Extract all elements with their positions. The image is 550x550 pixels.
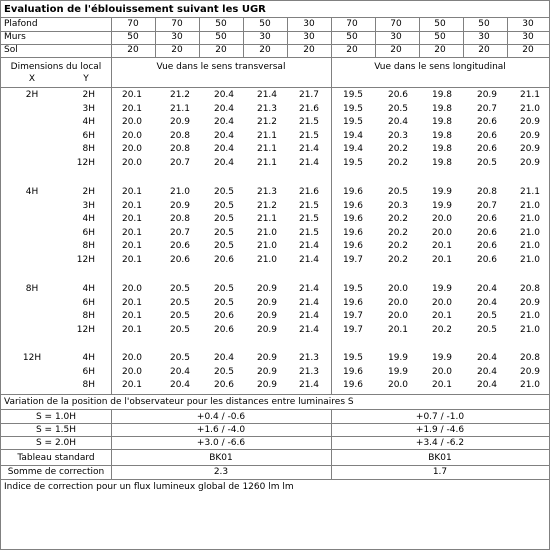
ugr-value-longitudinal: 19.6 [342,227,364,238]
ugr-value-transversal: 20.4 [213,103,235,114]
grid-vline [375,17,376,58]
ugr-value-transversal: 20.9 [256,366,278,377]
variation-transversal-value: +0.4 / -0.6 [196,412,246,422]
ugr-value-transversal: 21.4 [298,158,320,168]
ugr-value-longitudinal: 20.6 [476,241,498,252]
ugr-value-transversal: 20.1 [121,297,143,308]
ugr-value-transversal: 20.6 [213,311,235,322]
longitudinal-header: Vue dans le sens longitudinal [374,62,506,72]
ugr-value-longitudinal: 20.3 [387,200,409,211]
ugr-value-transversal: 20.0 [121,130,143,141]
ugr-value-transversal: 20.5 [169,353,191,363]
grid-hline [1,479,549,480]
ugr-value-transversal: 20.4 [213,353,235,363]
ugr-value-transversal: 21.6 [298,103,320,114]
ugr-value-transversal: 20.0 [121,117,143,128]
ugr-value-longitudinal: 20.6 [476,255,498,265]
ugr-value-longitudinal: 20.0 [431,297,453,308]
ugr-value-transversal: 20.1 [121,103,143,114]
ugr-value-longitudinal: 20.5 [387,103,409,114]
ugr-value-transversal: 20.5 [213,297,235,308]
ugr-value-transversal: 21.4 [298,284,320,294]
ugr-value-longitudinal: 20.8 [476,187,498,197]
page-title: Evaluation de l'éblouissement suivant les UGR [4,4,266,15]
grid-hline [1,394,549,395]
reflectance-label-murs: Murs [4,32,26,42]
ugr-value-longitudinal: 20.5 [476,311,498,322]
row-y-label: 2H [82,187,95,197]
ugr-value-longitudinal: 20.2 [387,227,409,238]
reflectance-label-sol: Sol [4,45,18,55]
ugr-value-transversal: 21.6 [298,187,320,197]
ugr-value-longitudinal: 20.3 [387,130,409,141]
transversal-header: Vue dans le sens transversal [156,62,286,72]
x-axis-label: X [28,74,36,84]
footer-note: Indice de correction pour un flux lumineux global de 1260 lm lm [4,482,294,492]
ugr-value-transversal: 21.0 [256,255,278,265]
ugr-value-transversal: 21.1 [256,214,278,225]
grid-vline [287,17,288,58]
ugr-value-longitudinal: 19.5 [342,158,364,168]
grid-hline [1,57,549,58]
ugr-value-longitudinal: 20.0 [387,311,409,322]
ugr-value-longitudinal: 19.6 [342,366,364,377]
dimensions-label: Dimensions du local [10,62,102,72]
ugr-value-transversal: 20.0 [121,158,143,168]
correction-longitudinal: 1.7 [432,467,448,477]
row-y-label: 8H [82,380,95,391]
row-y-label: 12H [76,158,95,168]
ugr-value-longitudinal: 19.8 [431,103,453,114]
ugr-value-transversal: 21.2 [169,90,191,100]
grid-vline [199,17,200,58]
standard-longitudinal: BK01 [428,453,452,463]
ugr-value-longitudinal: 19.4 [342,144,364,155]
ugr-value-transversal: 20.5 [169,297,191,308]
grid-vline [463,17,464,58]
ugr-value-transversal: 20.6 [213,255,235,265]
ugr-value-longitudinal: 20.9 [519,366,541,377]
ugr-value-longitudinal: 20.1 [431,311,453,322]
ugr-value-longitudinal: 20.1 [387,324,409,335]
ugr-value-transversal: 20.8 [169,214,191,225]
ugr-value-longitudinal: 20.1 [431,255,453,265]
standard-transversal: BK01 [209,453,233,463]
ugr-value-transversal: 20.4 [169,366,191,377]
ugr-value-longitudinal: 19.6 [342,200,364,211]
row-y-label: 4H [82,117,95,128]
ugr-value-transversal: 20.1 [121,187,143,197]
ugr-value-longitudinal: 19.5 [342,353,364,363]
reflectance-value: 20 [346,45,358,55]
ugr-value-transversal: 21.0 [169,187,191,197]
ugr-value-longitudinal: 19.4 [342,130,364,141]
group-x-label: 8H [25,284,39,294]
ugr-value-transversal: 21.1 [256,144,278,155]
ugr-value-longitudinal: 20.2 [387,241,409,252]
reflectance-value: 30 [390,32,402,42]
ugr-value-longitudinal: 20.5 [476,158,498,168]
reflectance-value: 30 [478,32,490,42]
reflectance-value: 70 [390,19,402,29]
ugr-value-longitudinal: 21.0 [519,380,541,391]
ugr-value-longitudinal: 21.0 [519,214,541,225]
ugr-value-longitudinal: 19.6 [342,241,364,252]
reflectance-value: 50 [478,19,490,29]
ugr-value-transversal: 20.4 [213,117,235,128]
variation-longitudinal-value: +0.7 / -1.0 [415,412,465,422]
ugr-value-transversal: 20.7 [169,158,191,168]
row-y-label: 12H [76,255,95,265]
ugr-value-transversal: 20.0 [121,366,143,377]
grid-vline [331,58,332,394]
ugr-value-transversal: 20.5 [213,214,235,225]
ugr-value-transversal: 21.4 [298,241,320,252]
ugr-value-longitudinal: 20.2 [387,158,409,168]
ugr-value-longitudinal: 20.0 [431,227,453,238]
ugr-value-transversal: 20.1 [121,200,143,211]
ugr-value-transversal: 20.6 [169,241,191,252]
ugr-value-transversal: 20.0 [121,144,143,155]
ugr-value-longitudinal: 19.5 [342,90,364,100]
ugr-value-longitudinal: 20.0 [431,214,453,225]
ugr-value-transversal: 21.5 [298,227,320,238]
group-x-label: 12H [22,353,42,363]
ugr-value-transversal: 20.5 [213,241,235,252]
grid-hline [1,87,549,88]
ugr-value-longitudinal: 20.5 [476,324,498,335]
ugr-value-longitudinal: 20.6 [476,144,498,155]
grid-vline [331,17,332,58]
row-y-label: 4H [82,353,95,363]
ugr-value-transversal: 21.4 [298,297,320,308]
variation-spacing-label: S = 1.5H [35,425,77,435]
ugr-value-transversal: 20.4 [213,158,235,168]
variation-spacing-label: S = 2.0H [35,438,77,448]
reflectance-value: 50 [434,32,446,42]
reflectance-value: 30 [522,19,534,29]
grid-vline [155,17,156,58]
ugr-value-transversal: 21.3 [298,353,320,363]
grid-hline [1,409,549,410]
ugr-value-transversal: 20.5 [213,284,235,294]
ugr-value-transversal: 20.6 [213,380,235,391]
reflectance-value: 20 [434,45,446,55]
reflectance-value: 30 [303,32,315,42]
ugr-value-longitudinal: 19.6 [342,214,364,225]
ugr-value-longitudinal: 19.7 [342,311,364,322]
row-y-label: 2H [82,90,95,100]
ugr-value-longitudinal: 20.9 [519,144,541,155]
ugr-value-longitudinal: 20.1 [431,241,453,252]
ugr-value-longitudinal: 20.4 [476,380,498,391]
ugr-value-transversal: 20.9 [256,284,278,294]
ugr-value-transversal: 21.3 [256,103,278,114]
ugr-value-longitudinal: 20.8 [519,284,541,294]
ugr-value-transversal: 20.7 [169,227,191,238]
ugr-value-longitudinal: 21.0 [519,103,541,114]
ugr-value-transversal: 20.5 [169,284,191,294]
reflectance-value: 20 [522,45,534,55]
ugr-value-transversal: 20.1 [121,214,143,225]
ugr-value-longitudinal: 19.7 [342,255,364,265]
ugr-value-transversal: 20.0 [121,353,143,363]
ugr-value-longitudinal: 20.9 [476,90,498,100]
ugr-value-transversal: 20.5 [213,366,235,377]
ugr-value-transversal: 20.6 [213,324,235,335]
ugr-value-longitudinal: 20.4 [476,353,498,363]
ugr-value-transversal: 20.9 [256,353,278,363]
ugr-value-longitudinal: 20.9 [519,117,541,128]
ugr-value-transversal: 20.6 [169,255,191,265]
ugr-value-longitudinal: 19.9 [431,200,453,211]
row-y-label: 12H [76,324,95,335]
ugr-value-longitudinal: 20.0 [431,366,453,377]
ugr-value-transversal: 20.8 [169,144,191,155]
ugr-value-longitudinal: 19.6 [342,297,364,308]
row-y-label: 8H [82,311,95,322]
ugr-value-longitudinal: 20.4 [387,117,409,128]
ugr-value-transversal: 21.1 [256,130,278,141]
ugr-value-longitudinal: 19.9 [387,366,409,377]
reflectance-value: 20 [303,45,315,55]
ugr-value-longitudinal: 20.7 [476,103,498,114]
ugr-value-longitudinal: 19.6 [342,187,364,197]
ugr-value-transversal: 21.5 [298,130,320,141]
ugr-value-longitudinal: 20.2 [387,255,409,265]
ugr-value-transversal: 21.1 [256,158,278,168]
reflectance-value: 70 [127,19,139,29]
ugr-value-longitudinal: 19.9 [431,187,453,197]
ugr-value-transversal: 20.9 [169,200,191,211]
ugr-value-longitudinal: 19.8 [431,144,453,155]
ugr-value-transversal: 20.1 [121,227,143,238]
ugr-value-transversal: 21.0 [256,227,278,238]
reflectance-value: 30 [303,19,315,29]
ugr-value-longitudinal: 20.0 [387,297,409,308]
ugr-value-longitudinal: 20.6 [476,214,498,225]
row-y-label: 6H [82,130,95,141]
ugr-value-longitudinal: 20.0 [387,380,409,391]
ugr-value-transversal: 20.5 [169,324,191,335]
ugr-value-transversal: 21.5 [298,117,320,128]
reflectance-value: 70 [346,19,358,29]
ugr-value-longitudinal: 20.4 [476,366,498,377]
ugr-value-longitudinal: 20.2 [431,324,453,335]
ugr-value-longitudinal: 20.6 [476,117,498,128]
ugr-value-transversal: 20.1 [121,90,143,100]
reflectance-label-plafond: Plafond [4,19,38,29]
reflectance-value: 70 [171,19,183,29]
ugr-value-transversal: 20.5 [213,187,235,197]
ugr-value-longitudinal: 20.6 [476,227,498,238]
ugr-value-longitudinal: 20.7 [476,200,498,211]
ugr-value-longitudinal: 20.6 [476,130,498,141]
ugr-value-transversal: 21.5 [298,200,320,211]
ugr-value-transversal: 20.0 [121,284,143,294]
ugr-value-longitudinal: 20.8 [519,353,541,363]
ugr-value-longitudinal: 20.4 [476,284,498,294]
ugr-value-longitudinal: 21.1 [519,187,541,197]
ugr-value-transversal: 20.1 [121,311,143,322]
ugr-value-transversal: 21.4 [298,255,320,265]
ugr-value-transversal: 21.7 [298,90,320,100]
reflectance-value: 30 [171,32,183,42]
ugr-value-longitudinal: 19.5 [342,117,364,128]
reflectance-value: 50 [127,32,139,42]
grid-vline [419,17,420,58]
ugr-value-transversal: 20.4 [169,380,191,391]
ugr-value-longitudinal: 21.0 [519,255,541,265]
ugr-value-transversal: 21.0 [256,241,278,252]
ugr-value-transversal: 21.5 [298,214,320,225]
ugr-value-transversal: 20.9 [256,380,278,391]
variation-spacing-label: S = 1.0H [35,412,77,422]
ugr-value-transversal: 21.4 [298,324,320,335]
reflectance-value: 20 [478,45,490,55]
ugr-value-transversal: 20.8 [169,130,191,141]
ugr-value-transversal: 20.1 [121,380,143,391]
reflectance-value: 30 [259,32,271,42]
ugr-value-transversal: 20.4 [213,144,235,155]
reflectance-value: 20 [390,45,402,55]
ugr-value-longitudinal: 19.9 [431,353,453,363]
ugr-value-transversal: 20.1 [121,241,143,252]
ugr-value-transversal: 21.4 [298,311,320,322]
ugr-value-transversal: 21.4 [298,380,320,391]
ugr-value-longitudinal: 20.9 [519,297,541,308]
row-y-label: 6H [82,227,95,238]
reflectance-value: 20 [127,45,139,55]
grid-vline [243,17,244,58]
row-y-label: 6H [82,366,95,377]
ugr-value-longitudinal: 21.1 [519,90,541,100]
ugr-value-transversal: 21.3 [256,187,278,197]
ugr-value-longitudinal: 20.4 [476,297,498,308]
ugr-value-transversal: 20.5 [213,200,235,211]
row-y-label: 3H [82,200,95,211]
row-y-label: 3H [82,103,95,114]
ugr-value-transversal: 21.2 [256,200,278,211]
ugr-value-longitudinal: 19.9 [387,353,409,363]
ugr-value-longitudinal: 20.9 [519,158,541,168]
row-y-label: 8H [82,241,95,252]
grid-vline [507,17,508,58]
ugr-value-longitudinal: 19.7 [342,324,364,335]
ugr-value-longitudinal: 19.5 [342,103,364,114]
ugr-value-transversal: 21.4 [256,90,278,100]
ugr-value-transversal: 20.9 [256,297,278,308]
ugr-value-transversal: 20.9 [169,117,191,128]
variation-longitudinal-value: +1.9 / -4.6 [415,425,465,435]
reflectance-value: 20 [171,45,183,55]
ugr-value-longitudinal: 20.2 [387,144,409,155]
ugr-value-longitudinal: 19.5 [342,284,364,294]
ugr-value-transversal: 20.4 [213,130,235,141]
ugr-value-longitudinal: 20.1 [431,380,453,391]
ugr-value-transversal: 21.2 [256,117,278,128]
ugr-value-longitudinal: 21.0 [519,227,541,238]
ugr-value-longitudinal: 19.8 [431,130,453,141]
grid-vline [111,17,112,58]
variation-label: Variation de la position de l'observateur pour les distances entre luminaires S [4,397,354,407]
ugr-value-transversal: 20.5 [213,227,235,238]
ugr-value-transversal: 21.1 [169,103,191,114]
ugr-value-transversal: 21.4 [298,144,320,155]
ugr-value-transversal: 20.1 [121,324,143,335]
ugr-value-longitudinal: 19.6 [342,380,364,391]
y-axis-label: Y [83,74,89,84]
row-y-label: 4H [82,284,95,294]
variation-longitudinal-value: +3.4 / -6.2 [415,438,465,448]
reflectance-value: 50 [434,19,446,29]
ugr-value-longitudinal: 20.2 [387,214,409,225]
group-x-label: 4H [25,187,39,197]
grid-hline [1,449,549,450]
ugr-value-longitudinal: 20.0 [387,284,409,294]
reflectance-value: 20 [259,45,271,55]
ugr-value-longitudinal: 21.0 [519,200,541,211]
reflectance-value: 30 [522,32,534,42]
variation-transversal-value: +1.6 / -4.0 [196,425,246,435]
reflectance-value: 50 [259,19,271,29]
reflectance-value: 50 [346,32,358,42]
row-y-label: 4H [82,214,95,225]
correction-transversal: 2.3 [213,467,229,477]
ugr-value-transversal: 20.9 [256,311,278,322]
ugr-value-longitudinal: 21.0 [519,311,541,322]
row-y-label: 8H [82,144,95,155]
ugr-value-longitudinal: 20.9 [519,130,541,141]
ugr-value-longitudinal: 21.0 [519,241,541,252]
group-x-label: 2H [25,90,39,100]
row-y-label: 6H [82,297,95,308]
ugr-value-longitudinal: 19.9 [431,284,453,294]
ugr-value-longitudinal: 19.8 [431,117,453,128]
ugr-value-longitudinal: 21.0 [519,324,541,335]
ugr-value-longitudinal: 20.5 [387,187,409,197]
ugr-value-longitudinal: 19.8 [431,90,453,100]
ugr-value-transversal: 20.4 [213,90,235,100]
standard-table-label: Tableau standard [17,453,95,463]
reflectance-value: 20 [215,45,227,55]
ugr-value-longitudinal: 19.8 [431,158,453,168]
ugr-value-transversal: 20.1 [121,255,143,265]
reflectance-value: 50 [215,32,227,42]
ugr-value-transversal: 21.3 [298,366,320,377]
grid-vline [111,58,112,394]
correction-label: Somme de correction [7,467,105,477]
ugr-value-transversal: 20.5 [169,311,191,322]
ugr-value-transversal: 20.9 [256,324,278,335]
reflectance-value: 50 [215,19,227,29]
variation-transversal-value: +3.0 / -6.6 [196,438,246,448]
ugr-value-longitudinal: 20.6 [387,90,409,100]
